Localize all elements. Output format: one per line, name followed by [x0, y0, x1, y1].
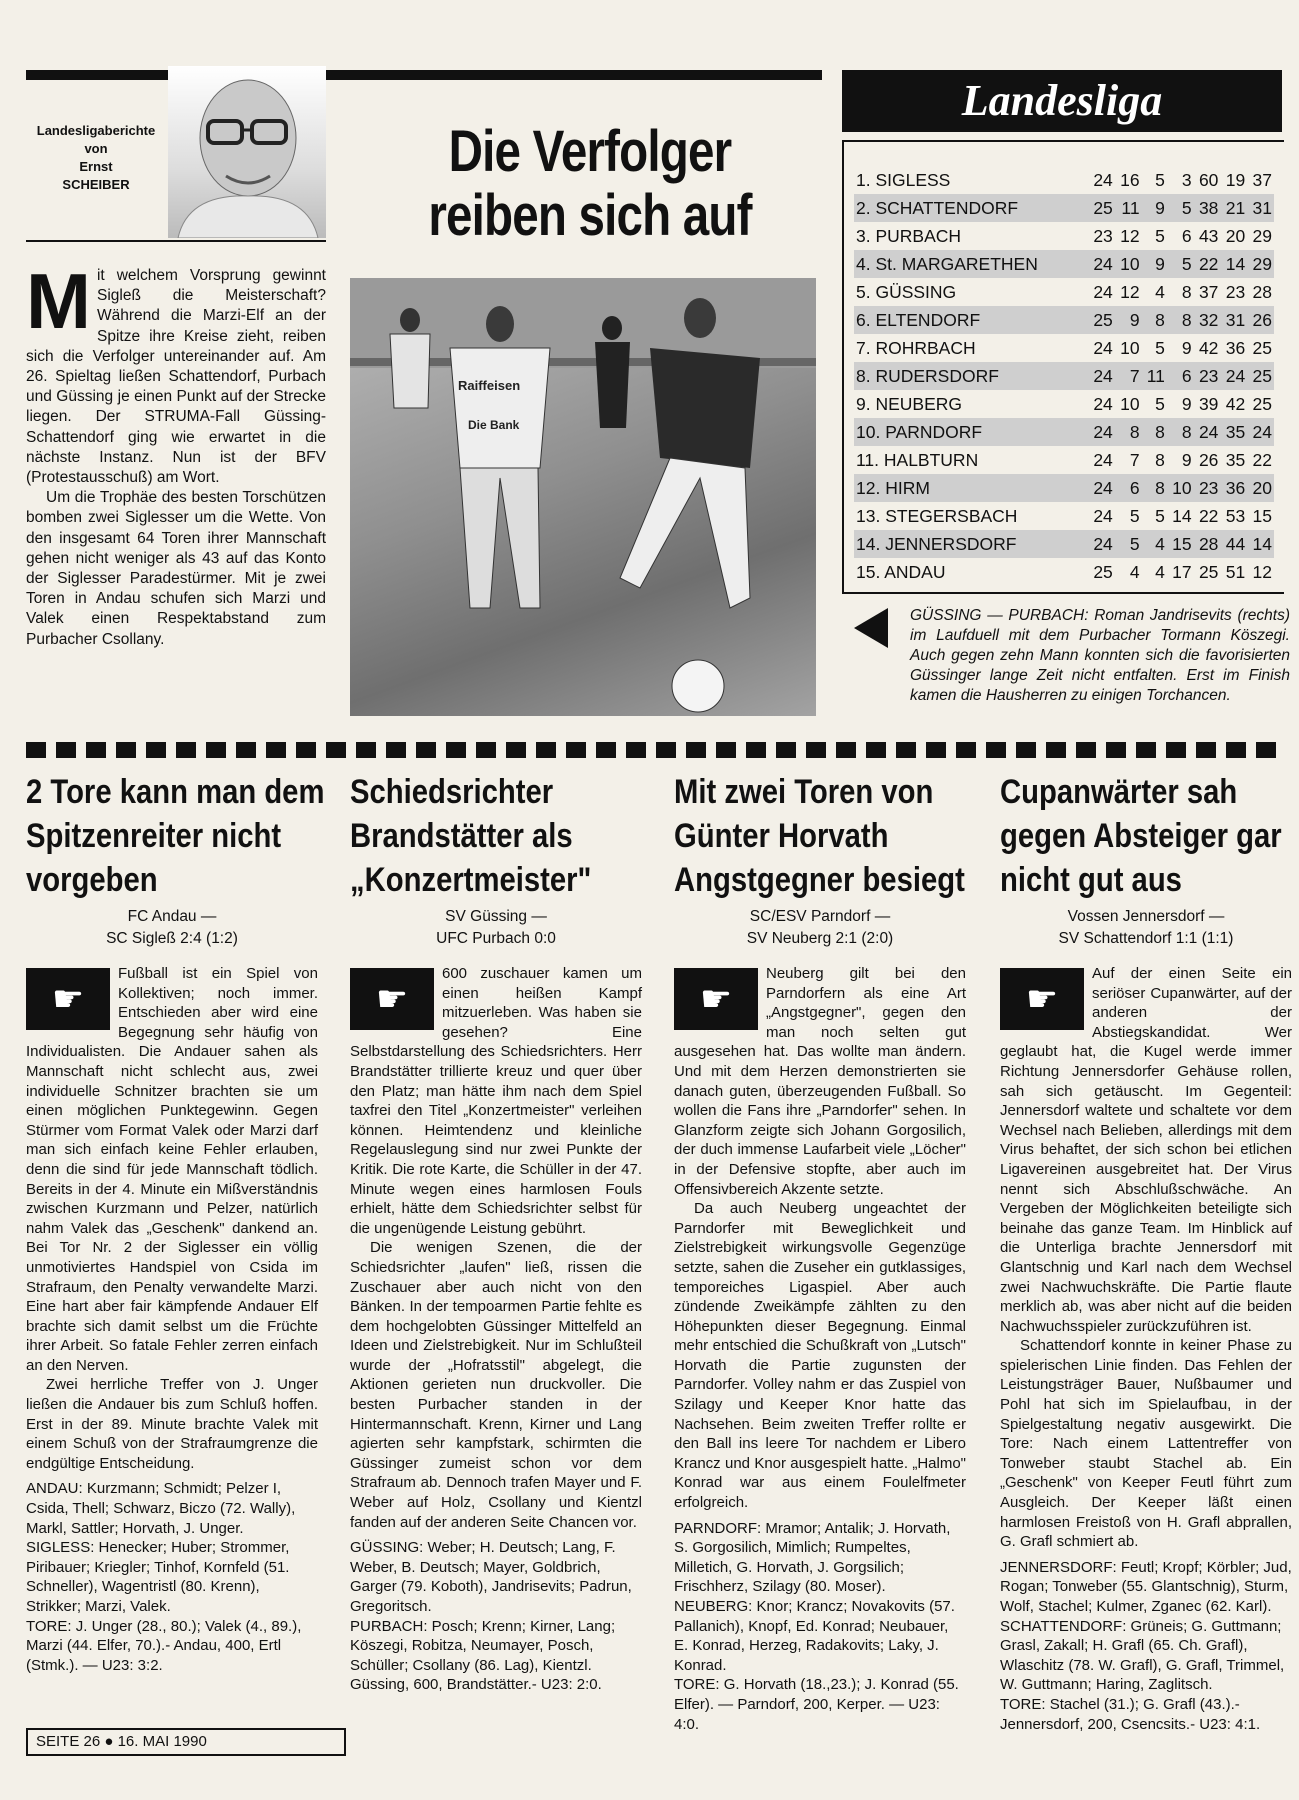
shirt-text-2: Die Bank — [468, 418, 520, 432]
divider-block — [506, 742, 526, 758]
standings-row — [854, 390, 1274, 418]
standings-team: 8. RUDERSDORF — [854, 362, 1088, 390]
standings-value: 8 — [1142, 474, 1167, 502]
author-line4: SCHEIBER — [62, 177, 130, 192]
divider-block — [416, 742, 436, 758]
divider-block — [1166, 742, 1186, 758]
article-headline: Cupanwärter sah gegen Absteiger gar nicht gut aus — [1000, 773, 1282, 899]
standings-value: 32 — [1194, 306, 1221, 334]
match-photo — [350, 278, 816, 716]
standings-value: 10 — [1115, 250, 1142, 278]
top-rule-left — [26, 70, 184, 80]
standings-value: 5 — [1155, 393, 1165, 414]
author-portrait — [168, 66, 326, 238]
caption-arrow-icon — [854, 608, 888, 648]
standings-value: 24 — [1093, 337, 1113, 358]
article-paragraph-1: Fußball ist ein Spiel von Kollektiven; noch immer. Entschieden aber wird eine Begegnung sehr häufig von Individualisten. Die Andauer sahen als Mannschaft nicht schlecht aus, zwei individuelle Schnitzer brachten sie um einen möglichen Punktegewinn. Gegen Stürmer vom Format Valek oder Marzi darf man sich einfach keine Fehler erlauben, denn die sind für jede Mannschaft tödlich. Bereits in der 4. Minute ein Mißverständnis zwischen Kurzmann und Pelzer, natürlich nahm Valek das „Geschenk" dankend an. Bei Tor Nr. 2 der Siglesser ein völlig unmotiviertes Handspiel von Csida im Strafraum, den Penalty verwandelte Marzi. Eine hart aber fair kämpfende Andauer Elf brachte sich damit selbst um die Früchte ihrer Arbeit. So fatale Fehler zerren einfach an den Nerven. — [26, 965, 318, 1374]
league-table-box — [842, 140, 1284, 594]
standings-value: 22 — [1198, 505, 1219, 526]
divider-block — [266, 742, 286, 758]
standings-value: 9 — [1181, 393, 1192, 414]
standings-value: 24 — [1093, 169, 1113, 190]
article-paragraph-2: Da auch Neuberg ungeachtet der Parndorfer mit Beweglichkeit und Zielstrebigkeit wirkungsvolle Gegenzüge setzte, sahen die Zuseher ein gutklassiges, temporeiches Ligaspiel. Aber auch zündende Zweikämpfe zählten zu den Höhepunkten dieser Begegnung. Einmal mehr entschied die Schußkraft von „Lutsch" Horvath die Partie zugunsten der Parndorfer. Volley nahm er das Zuspiel von Szilagy und Keeper Knor hatte das Nachsehen. Beim zweiten Treffer rollte er den Ball ins leere Tor nachdem er Libero Krancz und Knor ausgespielt hatte. „Halmo" Konrad war aus einem Foulelfmeter erfolgreich. — [674, 1200, 966, 1512]
standings-value: 24 — [1093, 505, 1113, 526]
standings-value: 42 — [1225, 393, 1246, 414]
standings-value: 6 — [1181, 225, 1192, 246]
intro-text — [26, 257, 326, 650]
standings-value: 22 — [1194, 250, 1221, 278]
standings-value: 29 — [1247, 250, 1274, 278]
lineup-1: JENNERSDORF: Feutl; Kropf; Körbler; Jud, Rogan; Tonweber (55. Glantschnig), Sturm, Wolf, Stachel; Kulmer, Zganec (62. Karl). — [1000, 1558, 1292, 1615]
standings-team: 10. PARNDORF — [854, 418, 1088, 446]
standings-value: 24 — [1088, 418, 1115, 446]
divider-block — [866, 742, 886, 758]
standings-team: 5. GÜSSING — [856, 281, 957, 302]
match-line-2: SC Sigleß 2:4 (1:2) — [106, 930, 238, 947]
standings-value: 28 — [1194, 530, 1221, 558]
article-body — [1000, 964, 1292, 1552]
article-column — [350, 770, 642, 1695]
standings-value: 16 — [1120, 169, 1140, 190]
standings-value: 35 — [1220, 418, 1247, 446]
article-body — [350, 964, 642, 1532]
standings-value: 14 — [1220, 250, 1247, 278]
standings-value: 23 — [1093, 225, 1113, 246]
divider-block — [596, 742, 616, 758]
standings-value: 4 — [1155, 281, 1165, 302]
standings-value: 12 — [1252, 561, 1272, 582]
standings-value: 51 — [1225, 561, 1246, 582]
standings-value: 15 — [1252, 505, 1272, 526]
divider-block — [86, 742, 106, 758]
divider-block — [1226, 742, 1246, 758]
standings-team: 12. HIRM — [854, 474, 1088, 502]
standings-value: 6 — [1115, 474, 1142, 502]
match-line-1: Vossen Jennersdorf — — [1067, 908, 1225, 925]
football-photo-icon — [350, 278, 816, 716]
main-headline — [377, 120, 803, 248]
standings-value: 8 — [1142, 418, 1167, 446]
divider-block — [1046, 742, 1066, 758]
standings-value: 8 — [1167, 306, 1194, 334]
lineup-3: TORE: J. Unger (28., 80.); Valek (4., 89.), Marzi (44. Elfer, 70.).- Andau, 400, Ertl (Stmk.). — U23: 3:2. — [26, 1617, 302, 1674]
article-lineups — [1000, 1558, 1292, 1734]
divider-block — [1076, 742, 1096, 758]
league-title: Landesliga — [842, 70, 1282, 132]
lineup-3: TORE: Stachel (31.); G. Grafl (43.).- Jennersdorf, 200, Csencsits.- U23: 4:1. — [1000, 1695, 1261, 1733]
article-body — [674, 964, 966, 1513]
dropcap: M — [26, 257, 91, 345]
standings-value: 4 — [1155, 561, 1165, 582]
standings-value: 29 — [1252, 225, 1272, 246]
article-body — [26, 964, 318, 1473]
standings-value: 8 — [1142, 306, 1167, 334]
standings-value: 31 — [1220, 306, 1247, 334]
author-line2: von — [84, 141, 108, 156]
standings-value: 25 — [1088, 306, 1115, 334]
lineup-1: GÜSSING: Weber; H. Deutsch; Lang, F. Weber, B. Deutsch; Mayer, Goldbrich, Garger (79. Koboth), Jandrisevits; Padrun, Gregoritsch. — [350, 1539, 632, 1615]
standings-team: 9. NEUBERG — [856, 393, 962, 414]
match-line-1: SC/ESV Parndorf — — [749, 908, 891, 925]
hand-icon: ☛ — [1000, 968, 1084, 1030]
standings-value: 14 — [1172, 505, 1192, 526]
standings-value: 4 — [1142, 530, 1167, 558]
standings-value: 15 — [1167, 530, 1194, 558]
standings-team: 3. PURBACH — [856, 225, 962, 246]
divider-block — [716, 742, 736, 758]
author-rule — [26, 240, 326, 242]
standings-value: 4 — [1129, 561, 1140, 582]
standings-value: 36 — [1225, 337, 1246, 358]
lineup-3: Güssing, 600, Brandstätter.- U23: 2:0. — [350, 1676, 602, 1694]
intro-paragraph-2: Um die Trophäe des besten Torschützen bomben zwei Siglesser um die Wette. Von den insgesamt 64 Toren ihrer Mannschaft gehen nicht weniger als 43 auf das Konto der Siglesser Paradestürmer. Mit je zwei Toren in Andau schufen sich Marzi und Valek einen Respektabstand zum Purbacher Csollany. — [26, 489, 326, 648]
standings-row — [854, 306, 1274, 334]
divider-block — [776, 742, 796, 758]
standings-value: 28 — [1252, 281, 1272, 302]
article-lineups — [674, 1519, 966, 1735]
standings-value: 26 — [1247, 306, 1274, 334]
standings-row — [854, 222, 1274, 250]
divider-block — [926, 742, 946, 758]
standings-row — [854, 530, 1274, 558]
standings-value: 26 — [1198, 449, 1219, 470]
divider-block — [446, 742, 466, 758]
standings-value: 60 — [1198, 169, 1219, 190]
standings-value: 31 — [1247, 194, 1274, 222]
standings-value: 22 — [1252, 449, 1272, 470]
divider-block — [626, 742, 646, 758]
standings-team: 4. St. MARGARETHEN — [854, 250, 1088, 278]
standings-value: 25 — [1088, 194, 1115, 222]
shirt-text-1: Raiffeisen — [458, 378, 521, 393]
standings-value: 5 — [1155, 337, 1165, 358]
standings-value: 8 — [1155, 449, 1165, 470]
standings-value: 24 — [1220, 362, 1247, 390]
standings-value: 36 — [1220, 474, 1247, 502]
top-rule-middle — [262, 70, 822, 80]
standings-value: 5 — [1167, 194, 1194, 222]
standings-team: 13. STEGERSBACH — [856, 505, 1018, 526]
standings-value: 25 — [1252, 393, 1272, 414]
divider-block — [356, 742, 376, 758]
standings-row — [854, 250, 1274, 278]
lineup-1: ANDAU: Kurzmann; Schmidt; Pelzer I, Csida, Thell; Schwarz, Biczo (72. Wally), Markl, Sattler; Horvath, J. Unger. — [26, 1480, 296, 1537]
article-column — [1000, 770, 1292, 1734]
article-lineups — [350, 1538, 642, 1695]
standings-value: 12 — [1120, 281, 1140, 302]
divider-block — [146, 742, 166, 758]
divider-block — [1136, 742, 1156, 758]
standings-value: 25 — [1198, 561, 1219, 582]
lineup-2: NEUBERG: Knor; Krancz; Novakovits (57. Pallanich), Knopf, Ed. Konrad; Neubauer, E. Konrad, Herzeg, Radakovits; Laky, J. Konrad. — [674, 1598, 955, 1674]
standings-row — [854, 194, 1274, 222]
standings-value: 8 — [1167, 418, 1194, 446]
article-headline: Mit zwei Toren von Günter Horvath Angstgegner besiegt — [674, 773, 965, 899]
standings-value: 9 — [1142, 250, 1167, 278]
standings-team: 15. ANDAU — [856, 561, 946, 582]
standings-value: 11 — [1115, 194, 1142, 222]
standings-team: 6. ELTENDORF — [854, 306, 1088, 334]
standings-value: 39 — [1198, 393, 1219, 414]
standings-row — [854, 474, 1274, 502]
standings-value: 6 — [1167, 362, 1194, 390]
standings-value: 42 — [1198, 337, 1219, 358]
standings-value: 21 — [1220, 194, 1247, 222]
section-divider — [26, 742, 1298, 758]
author-credit — [26, 122, 166, 194]
article-column — [26, 770, 325, 1675]
standings-row — [854, 446, 1274, 474]
lineup-2: SCHATTENDORF: Grüneis; G. Guttmann; Grasl, Zakall; H. Grafl (65. Ch. Grafl), Wlaschitz (78. W. Grafl), G. Grafl, Trimmel, W. Guttmann; Haring, Zaglitsch. — [1000, 1617, 1285, 1694]
standings-row — [854, 334, 1274, 362]
article-match — [350, 906, 642, 950]
standings-value: 8 — [1181, 281, 1192, 302]
standings-value: 9 — [1142, 194, 1167, 222]
standings-value: 37 — [1252, 169, 1272, 190]
lineup-1: PARNDORF: Mramor; Antalik; J. Horvath, S. Gorgosilich, Mimlich; Rumpeltes, Milletich, G. Horvath, J. Gorgsilich; Frischherz, Szilagy (80. Moser). — [674, 1519, 951, 1596]
divider-block — [836, 742, 856, 758]
standings-value: 43 — [1198, 225, 1219, 246]
divider-block — [206, 742, 226, 758]
divider-block — [26, 742, 46, 758]
divider-block — [116, 742, 136, 758]
standings-value: 44 — [1220, 530, 1247, 558]
divider-block — [566, 742, 586, 758]
article-paragraph-2: Schattendorf konnte in keiner Phase zu spielerischen Linie finden. Das Fehlen der Leistungsträger Bauer, Nußbaumer und Pohl hat sich im Spielaufbau, in der Spielgestaltung negativ ausgewirkt. Die Tore: Nach einem Lattentreffer von Tonweber staubt Stachel ab. Ein „Geschenk" von Keeper Feutl führt zum Ausgleich. Der Keeper läßt einen harmlosen Freistoß von H. Grafl abprallen, G. Grafl schmiert ab. — [1000, 1337, 1292, 1551]
standings-value: 25 — [1247, 362, 1274, 390]
standings-team: 1. SIGLESS — [856, 169, 951, 190]
lineup-2: SIGLESS: Henecker; Huber; Strommer, Piribauer; Kriegler; Tinhof, Kornfeld (51. Schneller), Wagentristl (80. Krenn), Strikker; Marzi, Valek. — [26, 1539, 290, 1615]
standings-team: 7. ROHRBACH — [856, 337, 976, 358]
article-lineups — [26, 1479, 318, 1675]
article-paragraph-1: 600 zuschauer kamen um einen heißen Kampf mitzuerleben. Was haben sie gesehen? Eine Selbstdarstellung des Schiedsrichters. Herr Brandstätter trillierte kreuz und quer über den Platz; man hätte ihm nach dem Spiel taxfrei den Titel „Konzertmeister" verleihen können. Heimtendenz und kleinliche Regelauslegung sind nur zwei Punkte der Kritik. Die rote Karte, die Schüller in der 47. Minute wegen eines harmlosen Fouls erhielt, hätte dem Schiedsrichter selbst für die ungenügende Leistung gebührt. — [350, 965, 642, 1237]
article-paragraph-2: Die wenigen Szenen, die der Schiedsrichter „laufen" ließ, rissen die Zuschauer aber auch nicht von den Bänken. In der tempoarmen Partie fehlte es dem hochgelobten Güssinger Mittelfeld an Ideen und Zielstrebigkeit. Nur im Schlußteil wurde der „Hofratsstil" abgelegt, die Aktionen gerieten nun druckvoller. Die besten Purbacher standen in der Hintermannschaft. Krenn, Kirner und Lang agierten sehr kampfstark, schirmten die Güssinger zumeist schon vor dem Strafraum ab. Dennoch trafen Mayer und F. Weber auf Holz, Csollany und Kientzl fanden auf der anderen Seite Chancen vor. — [350, 1239, 642, 1531]
standings-value: 5 — [1155, 169, 1165, 190]
standings-value: 24 — [1093, 393, 1113, 414]
standings-value: 20 — [1247, 474, 1274, 502]
lineup-3: TORE: G. Horvath (18.,23.); J. Konrad (55. Elfer). — Parndorf, 200, Kerper. — U23: 4:0. — [674, 1676, 959, 1733]
article-match — [26, 906, 318, 950]
divider-block — [56, 742, 76, 758]
standings-value: 35 — [1225, 449, 1246, 470]
hand-icon: ☛ — [26, 968, 110, 1030]
standings-row — [854, 362, 1274, 390]
divider-block — [536, 742, 556, 758]
standings-row — [854, 278, 1274, 306]
standings-value: 8 — [1115, 418, 1142, 446]
standings-value: 3 — [1181, 169, 1192, 190]
hand-icon: ☛ — [350, 968, 434, 1030]
standings-value: 23 — [1194, 362, 1221, 390]
standings-value: 25 — [1093, 561, 1113, 582]
standings-value: 10 — [1120, 337, 1140, 358]
standings-value: 9 — [1115, 306, 1142, 334]
league-table — [854, 166, 1274, 586]
standings-value: 10 — [1120, 393, 1140, 414]
article-match — [674, 906, 966, 950]
divider-block — [806, 742, 826, 758]
standings-team: 2. SCHATTENDORF — [854, 194, 1088, 222]
standings-row — [854, 502, 1274, 530]
divider-block — [296, 742, 316, 758]
headline-line1: Die Verfolger — [448, 119, 732, 184]
standings-value: 24 — [1088, 474, 1115, 502]
standings-value: 23 — [1194, 474, 1221, 502]
standings-value: 17 — [1172, 561, 1192, 582]
lineup-2: PURBACH: Posch; Krenn; Kirner, Lang; Köszegi, Robitza, Neumayer, Posch, Schüller; Csollany (86. Lag), Kientzl. — [350, 1617, 616, 1674]
page-footer: SEITE 26 ● 16. MAI 1990 — [26, 1728, 346, 1756]
standings-value: 7 — [1115, 362, 1142, 390]
divider-block — [896, 742, 916, 758]
headline-line2: reiben sich auf — [428, 183, 752, 248]
standings-value: 5 — [1129, 505, 1140, 526]
standings-value: 19 — [1225, 169, 1246, 190]
standings-value: 14 — [1247, 530, 1274, 558]
divider-block — [686, 742, 706, 758]
match-line-1: FC Andau — — [127, 908, 217, 925]
standings-value: 23 — [1225, 281, 1246, 302]
divider-block — [746, 742, 766, 758]
hand-icon: ☛ — [674, 968, 758, 1030]
standings-row — [854, 418, 1274, 446]
standings-value: 10 — [1167, 474, 1194, 502]
match-line-2: SV Schattendorf 1:1 (1:1) — [1058, 930, 1234, 947]
standings-value: 24 — [1194, 418, 1221, 446]
divider-block — [656, 742, 676, 758]
divider-block — [476, 742, 496, 758]
standings-value: 9 — [1181, 449, 1192, 470]
article-column — [674, 770, 966, 1734]
standings-value: 37 — [1198, 281, 1219, 302]
article-headline: Schiedsrichter Brandstätter als „Konzertmeister" — [350, 773, 592, 899]
match-line-1: SV Güssing — — [445, 908, 547, 925]
divider-block — [986, 742, 1006, 758]
standings-value: 5 — [1167, 250, 1194, 278]
article-paragraph-2: Zwei herrliche Treffer von J. Unger ließen die Andauer bis zum Schluß hoffen. Erst in der 89. Minute brachte Valek mit einem Schuß von der Strafraumgrenze die endgültige Entscheidung. — [26, 1376, 318, 1472]
standings-value: 9 — [1181, 337, 1192, 358]
standings-value: 24 — [1088, 530, 1115, 558]
standings-team: 11. HALBTURN — [856, 449, 979, 470]
standings-row — [854, 166, 1274, 194]
standings-value: 5 — [1115, 530, 1142, 558]
divider-block — [1196, 742, 1216, 758]
match-line-2: UFC Purbach 0:0 — [436, 930, 556, 947]
standings-value: 12 — [1120, 225, 1140, 246]
standings-value: 24 — [1093, 281, 1113, 302]
standings-value: 11 — [1142, 362, 1167, 390]
article-match — [1000, 906, 1292, 950]
divider-block — [176, 742, 196, 758]
divider-block — [1106, 742, 1126, 758]
standings-value: 25 — [1252, 337, 1272, 358]
photo-caption: GÜSSING — PURBACH: Roman Jandrisevits (rechts) im Laufduell mit dem Purbacher Tormann Köszegi. Auch gegen zehn Mann konnten sich die favorisierten Güssinger lange Zeit nicht entfalten. Erst im Finish kamen die Hausherren zu einigen Torchancen. — [910, 607, 1290, 704]
standings-value: 20 — [1225, 225, 1246, 246]
author-line3: Ernst — [79, 159, 113, 174]
divider-block — [1016, 742, 1036, 758]
standings-row — [854, 558, 1274, 586]
divider-block — [326, 742, 346, 758]
intro-paragraph-1: it welchem Vorsprung gewinnt Sigleß die Meisterschaft? Während die Marzi-Elf an der Spitze ihre Kreise zieht, reiben sich die Verfolger untereinander auf. Am 26. Spieltag ließen Schattendorf, Purbach und Güssing je einen Punkt auf der Strecke liegen. Der STRUMA-Fall Güssing-Schattendorf ging wie erwartet in die nächste Instanz. Nun ist der BFV (Protestausschuß) am Wort. — [26, 267, 326, 487]
author-photo-icon — [168, 66, 326, 238]
author-line1: Landesligaberichte — [36, 123, 156, 138]
standings-value: 24 — [1093, 449, 1113, 470]
article-headline: 2 Tore kann man dem Spitzenreiter nicht vorgeben — [26, 773, 325, 899]
standings-team: 14. JENNERSDORF — [854, 530, 1088, 558]
standings-value: 5 — [1155, 505, 1165, 526]
divider-block — [386, 742, 406, 758]
standings-value: 5 — [1155, 225, 1165, 246]
standings-value: 7 — [1129, 449, 1140, 470]
standings-value: 38 — [1194, 194, 1221, 222]
standings-value: 53 — [1225, 505, 1246, 526]
article-paragraph-1: Auf der einen Seite ein seriöser Cupanwärter, auf der anderen der Abstiegskandidat. Wer geglaubt hat, die Kugel werde immer Richtung Jennersdorfer Gehäuse rollen, sah sich getäuscht. Im Gegenteil: Jennersdorf waltete und schaltete vor dem Wechsel nach Belieben, allerdings mit dem Virus behaftet, der sich schon bei etlichen Ligavereinen ausgebreitet hat. Der Virus nennt sich Abschlußschwäche. An Vergeben der Möglichkeiten beteiligte sich beinahe das ganze Team. Im Hinblick auf die Unterliga brachte Jennersdorf mit Glantschnig und Karl nach dem Wechsel zwei Nachwuchskräfte. Die Partie flaute merklich ab, was aber nicht auf die beiden Nachwuchsspieler zurückzuführen ist. — [1000, 965, 1292, 1335]
divider-block — [956, 742, 976, 758]
match-line-2: SV Neuberg 2:1 (2:0) — [746, 930, 894, 947]
standings-value: 24 — [1088, 250, 1115, 278]
standings-value: 24 — [1088, 362, 1115, 390]
divider-block — [236, 742, 256, 758]
standings-value: 24 — [1247, 418, 1274, 446]
article-paragraph-1: Neuberg gilt bei den Parndorfern als eine Art „Angstgegner", gegen den man noch selten gut ausgesehen hat. Das wollte man ändern. Und mit dem Herzen demonstrierten sie danach guten, überzeugenden Fußball. So wollen die Fans ihre „Parndorfer" sehen. In Glanzform zeigte sich Johann Gorgosilich, der duch immense Laufarbeit viele „Löcher" in der Defensive stopfte, aber auch im Offensivbereich Akzente setzte. — [674, 965, 966, 1198]
divider-block — [1256, 742, 1276, 758]
